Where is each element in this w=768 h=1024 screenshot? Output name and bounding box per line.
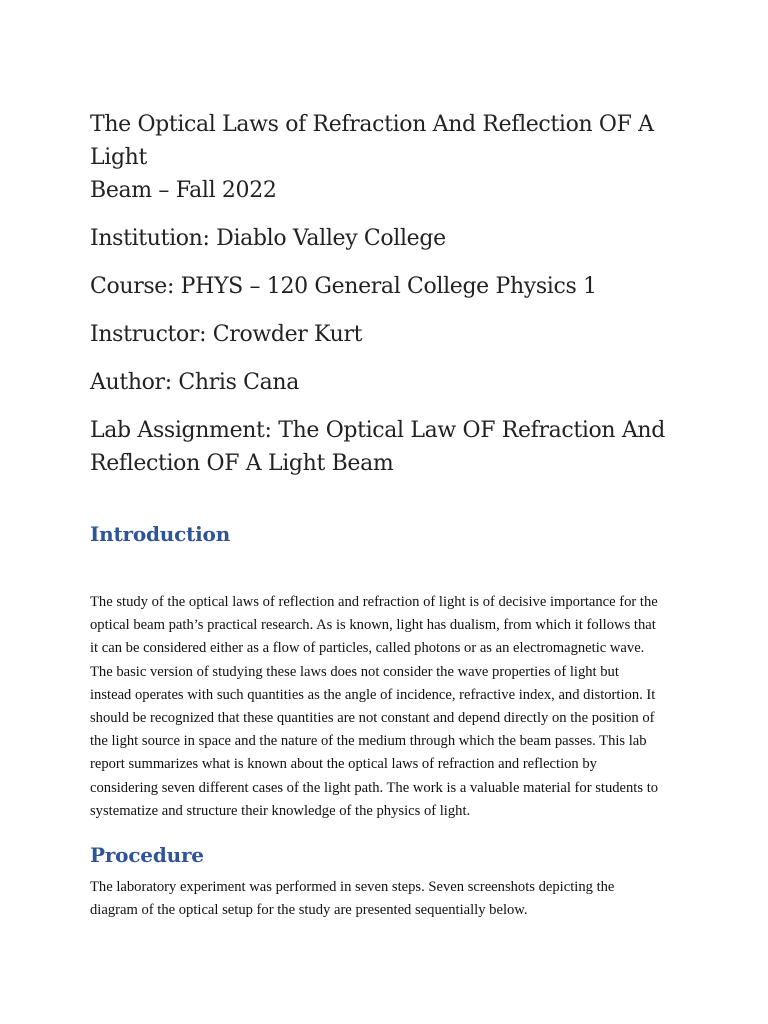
assignment-line-part: Reflection OF A Light Beam	[90, 451, 394, 476]
intro-line: The basic version of studying these laws does not consider the wave properties of light but	[90, 663, 619, 680]
document-page	[90, 108, 690, 922]
introduction-paragraph	[90, 591, 690, 823]
intro-line: instead operates with such quantities as the angle of incidence, refractive index, and distortion. It	[90, 686, 656, 703]
intro-line: the light source in space and the nature of the medium through which the beam passes. This lab	[90, 733, 647, 750]
intro-line: optical beam path’s practical research. As is known, light has dualism, from which it follows that	[90, 617, 656, 634]
procedure-line: diagram of the optical setup for the study are presented sequentially below.	[90, 902, 528, 919]
procedure-heading: Procedure	[90, 843, 204, 868]
intro-line: systematize and structure their knowledge of the physics of light.	[90, 802, 471, 819]
assignment-line-part: Lab Assignment: The Optical Law OF Refraction And	[90, 418, 665, 443]
title-line: Beam – Fall 2022	[90, 178, 277, 203]
course-line: Course: PHYS – 120 General College Physics 1	[90, 274, 597, 299]
document-title	[90, 108, 690, 207]
introduction-heading: Introduction	[90, 522, 231, 546]
instructor-line: Instructor: Crowder Kurt	[90, 322, 363, 347]
intro-line: The study of the optical laws of reflection and refraction of light is of decisive importance for the	[90, 594, 658, 610]
procedure-paragraph	[90, 876, 690, 922]
intro-line: considering seven different cases of the light path. The work is a valuable material for students to	[90, 779, 659, 796]
intro-line: it can be considered either as a flow of particles, called photons or as an electromagnetic wave.	[90, 640, 645, 657]
intro-line: report summarizes what is known about the optical laws of refraction and reflection by	[90, 756, 597, 773]
intro-line: should be recognized that these quantities are not constant and depend directly on the position of	[90, 710, 655, 727]
title-line: The Optical Laws of Refraction And Reflection OF A Light	[90, 112, 654, 170]
institution-line: Institution: Diablo Valley College	[90, 226, 446, 251]
procedure-line: The laboratory experiment was performed in seven steps. Seven screenshots depicting the	[90, 879, 615, 896]
author-line: Author: Chris Cana	[90, 370, 300, 395]
assignment-line	[90, 414, 690, 480]
